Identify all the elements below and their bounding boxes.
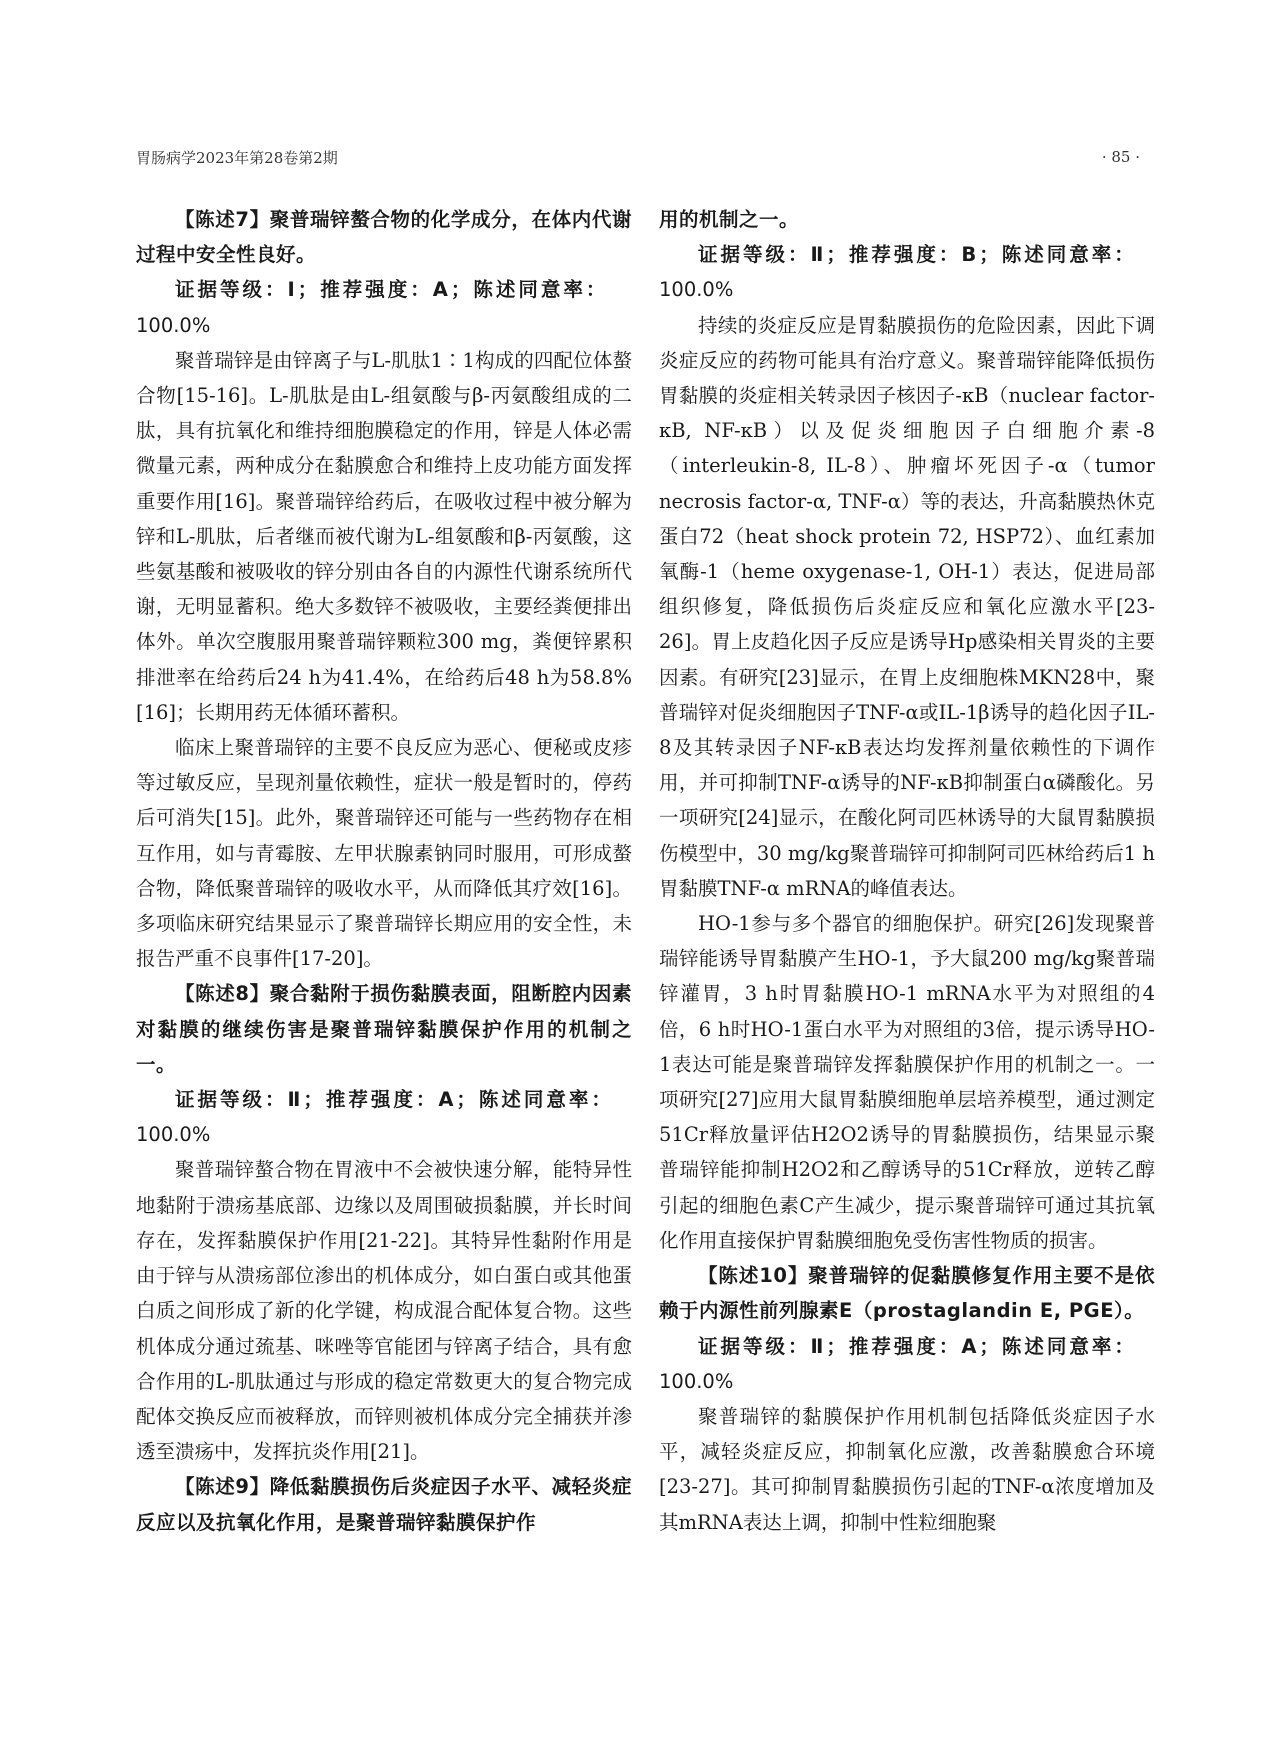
journal-issue: 胃肠病学2023年第28卷第2期: [136, 148, 338, 167]
agreement-rate: 100.0%: [659, 1369, 734, 1393]
evidence-text: 证据等级：Ⅰ；推荐强度：A；陈述同意率：: [175, 278, 609, 302]
body-paragraph: 聚普瑞锌是由锌离子与L-肌肽1∶1构成的四配位体螯合物[15-16]。L-肌肽是由L-组氨酸与β-丙氨酸组成的二肽，具有抗氧化和维持细胞膜稳定的作用，锌是人体必需微量元素，两种成分在黏膜愈合和维持上皮功能方面发挥重要作用[16]。聚普瑞锌给药后，在吸收过程中被分解为锌和L-肌肽，后者继而被代谢为L-组氨酸和β-丙氨酸，这些氨基酸和被吸收的锌分别由各自的内源性代谢系统所代谢，无明显蓄积。绝大多数锌不被吸收，主要经粪便排出体外。单次空腹服用聚普瑞锌颗粒300 mg，粪便锌累积排泄率在给药后24 h为41.4%，在给药后48 h为58.8%[16]；长期用药无体循环蓄积。: [136, 348, 632, 724]
evidence-line-7: [136, 272, 632, 342]
body-paragraph: 聚普瑞锌的黏膜保护作用机制包括降低炎症因子水平，减轻炎症反应，抑制氧化应激，改善黏膜愈合环境[23-27]。其可抑制胃黏膜损伤引起的TNF-α浓度增加及其mRNA表达上调，抑制中性粒细胞聚: [659, 1404, 1155, 1534]
right-column: [659, 202, 1155, 1540]
statement-7: 【陈述7】聚普瑞锌螯合物的化学成分，在体内代谢过程中安全性良好。: [136, 208, 632, 267]
statement-9: 【陈述9】降低黏膜损伤后炎症因子水平、减轻炎症反应以及抗氧化作用，是聚普瑞锌黏膜保护作: [136, 1475, 632, 1534]
agreement-rate: 100.0%: [136, 1123, 211, 1147]
agreement-rate: 100.0%: [659, 278, 734, 302]
statement-9-continued: 用的机制之一。: [659, 208, 800, 231]
evidence-line-8: [136, 1082, 632, 1152]
body-paragraph: HO-1参与多个器官的细胞保护。研究[26]发现聚普瑞锌能诱导胃黏膜产生HO-1，予大鼠200 mg/kg聚普瑞锌灌胃，3 h时胃黏膜HO-1 mRNA水平为对照组的4倍，6 h时HO-1蛋白水平为对照组的3倍，提示诱导HO-1表达可能是聚普瑞锌发挥黏膜保护作用的机制之一。一项研究[27]应用大鼠胃黏膜细胞单层培养模型，通过测定51Cr释放量评估H2O2诱导的胃黏膜损伤，结果显示聚普瑞锌能抑制H2O2和乙醇诱导的51Cr释放，逆转乙醇引起的细胞色素C产生减少，提示聚普瑞锌可通过其抗氧化作用直接保护胃黏膜细胞免受伤害性物质的损害。: [659, 912, 1155, 1252]
evidence-line-10: [659, 1329, 1155, 1399]
evidence-text: 证据等级：Ⅱ；推荐强度：A；陈述同意率：: [175, 1088, 614, 1112]
body-paragraph: 临床上聚普瑞锌的主要不良反应为恶心、便秘或皮疹等过敏反应，呈现剂量依赖性，症状一般是暂时的，停药后可消失[15]。此外，聚普瑞锌还可能与一些药物存在相互作用，如与青霉胺、左甲状腺素钠同时服用，可形成螯合物，降低聚普瑞锌的吸收水平，从而降低其疗效[16]。多项临床研究结果显示了聚普瑞锌长期应用的安全性，未报告严重不良事件[17-20]。: [136, 736, 632, 971]
agreement-rate: 100.0%: [136, 313, 211, 337]
statement-10: 【陈述10】聚普瑞锌的促黏膜修复作用主要不是依赖于内源性前列腺素E（prostaglandin E, PGE）。: [659, 1264, 1155, 1323]
body-paragraph: 聚普瑞锌螯合物在胃液中不会被快速分解，能特异性地黏附于溃疡基底部、边缘以及周围破损黏膜，并长时间存在，发挥黏膜保护作用[21-22]。其特异性黏附作用是由于锌与从溃疡部位渗出的机体成分，如白蛋白或其他蛋白质之间形成了新的化学键，构成混合配体复合物。这些机体成分通过巯基、咪唑等官能团与锌离子结合，具有愈合作用的L-肌肽通过与形成的稳定常数更大的复合物完成配体交换反应而被释放，而锌则被机体成分完全捕获并渗透至溃疡中，发挥抗炎作用[21]。: [136, 1158, 632, 1464]
page-number: · 85 ·: [1101, 148, 1140, 166]
left-column: [136, 202, 632, 1540]
evidence-line-9: [659, 237, 1155, 307]
evidence-text: 证据等级：Ⅱ；推荐强度：B；陈述同意率：: [698, 243, 1137, 267]
running-header: [136, 146, 1140, 168]
statement-8: 【陈述8】聚合黏附于损伤黏膜表面，阻断腔内因素对黏膜的继续伤害是聚普瑞锌黏膜保护作用的机制之一。: [136, 982, 632, 1076]
evidence-text: 证据等级：Ⅱ；推荐强度：A；陈述同意率：: [698, 1334, 1137, 1358]
body-paragraph: 持续的炎症反应是胃黏膜损伤的危险因素，因此下调炎症反应的药物可能具有治疗意义。聚普瑞锌能降低损伤胃黏膜的炎症相关转录因子核因子-κB（nuclear factor-κB, NF-κB）以及促炎细胞因子白细胞介素-8（interleukin-8, IL-8）、肿瘤坏死因子-α（tumor necrosis factor-α, TNF-α）等的表达，升高黏膜热休克蛋白72（heat shock protein 72, HSP72）、血红素加氧酶-1（heme oxygenase-1, OH-1）表达，促进局部组织修复，降低损伤后炎症反应和氧化应激水平[23-26]。胃上皮趋化因子反应是诱导Hp感染相关胃炎的主要因素。有研究[23]显示，在胃上皮细胞株MKN28中，聚普瑞锌对促炎细胞因子TNF-α或IL-1β诱导的趋化因子IL-8及其转录因子NF-κB表达均发挥剂量依赖性的下调作用，并可抑制TNF-α诱导的NF-κB抑制蛋白α磷酸化。另一项研究[24]显示，在酸化阿司匹林诱导的大鼠胃黏膜损伤模型中，30 mg/kg聚普瑞锌可抑制阿司匹林给药后1 h胃黏膜TNF-α mRNA的峰值表达。: [659, 313, 1155, 900]
